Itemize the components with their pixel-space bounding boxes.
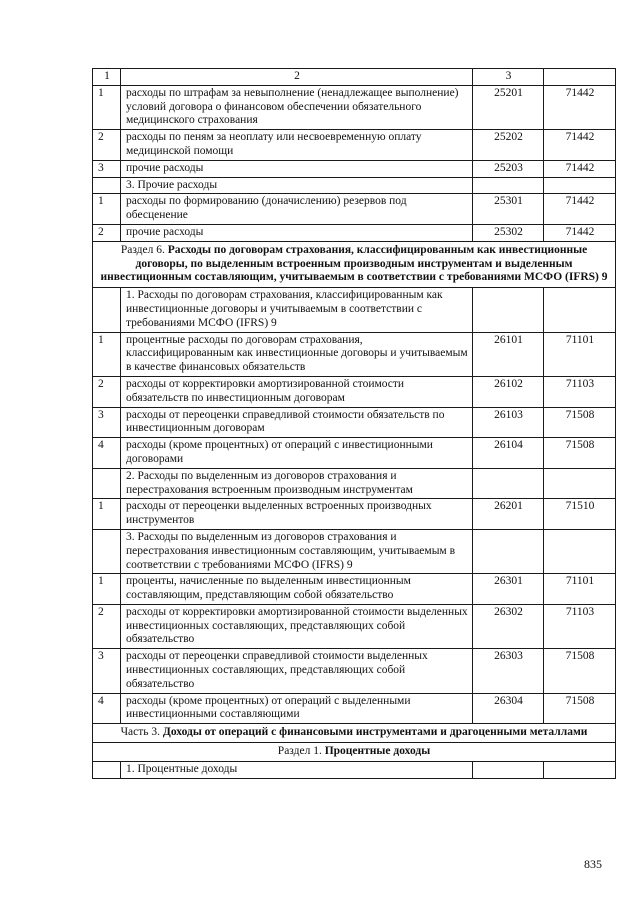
header-col-2: 2	[121, 69, 473, 86]
row-text: расходы от переоценки справедливой стоимости выделенных инвестиционных составляющих, представляющих собой обязательство	[121, 649, 473, 693]
row-text: расходы от корректировки амортизированной стоимости выделенных инвестиционных составляющих, представляющих собой обязательство	[121, 604, 473, 648]
group-row	[93, 761, 616, 778]
row-text: расходы от переоценки справедливой стоимости обязательств по инвестиционным договорам	[121, 407, 473, 438]
row-code: 25301	[473, 194, 544, 225]
table-header-row	[93, 69, 616, 86]
group-row	[93, 177, 616, 194]
row-code: 26103	[473, 407, 544, 438]
row-symbol: 71510	[544, 499, 616, 530]
empty-cell	[544, 177, 616, 194]
row-number: 3	[93, 160, 121, 177]
row-code: 26302	[473, 604, 544, 648]
row-code: 26102	[473, 376, 544, 407]
group-title: 3. Прочие расходы	[121, 177, 473, 194]
row-symbol: 71101	[544, 574, 616, 605]
header-col-1: 1	[93, 69, 121, 86]
row-symbol: 71508	[544, 693, 616, 724]
accounts-table	[92, 68, 616, 779]
header-col-3: 3	[473, 69, 544, 86]
row-number: 2	[93, 130, 121, 161]
row-number: 1	[93, 499, 121, 530]
row-text: расходы по пеням за неоплату или несвоевременную оплату медицинской помощи	[121, 130, 473, 161]
empty-cell	[544, 288, 616, 332]
section-1-title: Процентные доходы	[324, 745, 431, 758]
section-row	[93, 743, 616, 762]
row-text: проценты, начисленные по выделенным инвестиционным составляющим, представляющим собой обязательство	[121, 574, 473, 605]
empty-cell	[473, 761, 544, 778]
empty-cell	[544, 761, 616, 778]
row-text: прочие расходы	[121, 160, 473, 177]
row-symbol: 71442	[544, 160, 616, 177]
row-number: 1	[93, 85, 121, 129]
row-code: 26201	[473, 499, 544, 530]
row-code: 26303	[473, 649, 544, 693]
section-1-heading	[93, 743, 616, 762]
table-row	[93, 604, 616, 648]
table-row	[93, 499, 616, 530]
row-text: расходы по формированию (доначислению) резервов под обесценение	[121, 194, 473, 225]
page-number: 835	[584, 857, 602, 871]
row-text: расходы (кроме процентных) от операций с инвестиционными договорами	[121, 438, 473, 469]
empty-cell	[473, 177, 544, 194]
table-row	[93, 649, 616, 693]
table-row	[93, 438, 616, 469]
empty-cell	[473, 288, 544, 332]
part-3-heading	[93, 724, 616, 743]
row-number: 1	[93, 574, 121, 605]
row-code: 26304	[473, 693, 544, 724]
part-3-prefix: Часть 3.	[120, 726, 161, 739]
header-col-4	[544, 69, 616, 86]
row-code: 26301	[473, 574, 544, 605]
row-symbol: 71442	[544, 194, 616, 225]
table-row	[93, 85, 616, 129]
row-number: 2	[93, 604, 121, 648]
row-symbol: 71442	[544, 85, 616, 129]
row-code: 25202	[473, 130, 544, 161]
row-symbol: 71508	[544, 407, 616, 438]
table-row	[93, 376, 616, 407]
row-symbol: 71101	[544, 332, 616, 376]
section-6-title: Расходы по договорам страхования, классифицированным как инвестиционные договоры, по выделенным встроенным производным инструментам и выделенным инвестиционным составляющим, учитываемым в соответствии с требованиями МСФО (IFRS) 9	[100, 243, 608, 284]
row-symbol: 71508	[544, 649, 616, 693]
row-symbol: 71103	[544, 376, 616, 407]
row-number: 3	[93, 649, 121, 693]
row-symbol: 71442	[544, 224, 616, 241]
row-number: 2	[93, 376, 121, 407]
row-symbol: 71508	[544, 438, 616, 469]
empty-cell	[544, 529, 616, 573]
row-number: 4	[93, 438, 121, 469]
row-text: расходы по штрафам за невыполнение (ненадлежащее выполнение) условий договора о финансовом обеспечении обязательного медицинского страхования	[121, 85, 473, 129]
table-row	[93, 332, 616, 376]
section-6-heading	[93, 241, 616, 287]
empty-cell	[93, 177, 121, 194]
row-text: прочие расходы	[121, 224, 473, 241]
table-row	[93, 130, 616, 161]
table-row	[93, 693, 616, 724]
group-title: 2. Расходы по выделенным из договоров страхования и перестрахования встроенным производным инструментам	[121, 468, 473, 499]
group-row	[93, 288, 616, 332]
row-number: 4	[93, 693, 121, 724]
table-row	[93, 224, 616, 241]
row-code: 26101	[473, 332, 544, 376]
section-1-prefix: Раздел 1.	[277, 745, 322, 758]
group-title: 1. Процентные доходы	[121, 761, 473, 778]
section-6-prefix: Раздел 6.	[120, 243, 165, 256]
row-number: 1	[93, 332, 121, 376]
empty-cell	[93, 761, 121, 778]
table-row	[93, 194, 616, 225]
row-text: расходы от переоценки выделенных встроенных производных инструментов	[121, 499, 473, 530]
table-row	[93, 407, 616, 438]
empty-cell	[93, 468, 121, 499]
row-text: расходы (кроме процентных) от операций с выделенными инвестиционными составляющими	[121, 693, 473, 724]
row-code: 25302	[473, 224, 544, 241]
row-number: 1	[93, 194, 121, 225]
row-code: 25203	[473, 160, 544, 177]
row-text: процентные расходы по договорам страхования, классифицированным как инвестиционные договоры и учитываемым в качестве финансовых обязательств	[121, 332, 473, 376]
empty-cell	[544, 468, 616, 499]
row-number: 3	[93, 407, 121, 438]
table-row	[93, 160, 616, 177]
group-title: 1. Расходы по договорам страхования, классифицированным как инвестиционные договоры и учитываемым в соответствии с требованиями МСФО (IFRS) 9	[121, 288, 473, 332]
row-symbol: 71103	[544, 604, 616, 648]
row-code: 26104	[473, 438, 544, 469]
row-number: 2	[93, 224, 121, 241]
row-symbol: 71442	[544, 130, 616, 161]
empty-cell	[473, 529, 544, 573]
part-row	[93, 724, 616, 743]
group-row	[93, 468, 616, 499]
empty-cell	[473, 468, 544, 499]
section-row	[93, 241, 616, 287]
part-3-title: Доходы от операций с финансовыми инструментами и драгоценными металлами	[162, 726, 588, 739]
row-text: расходы от корректировки амортизированной стоимости обязательств по инвестиционным договорам	[121, 376, 473, 407]
empty-cell	[93, 288, 121, 332]
group-title: 3. Расходы по выделенным из договоров страхования и перестрахования инвестиционным составляющим, учитываемым в соответствии с требованиями МСФО (IFRS) 9	[121, 529, 473, 573]
empty-cell	[93, 529, 121, 573]
group-row	[93, 529, 616, 573]
row-code: 25201	[473, 85, 544, 129]
table-row	[93, 574, 616, 605]
